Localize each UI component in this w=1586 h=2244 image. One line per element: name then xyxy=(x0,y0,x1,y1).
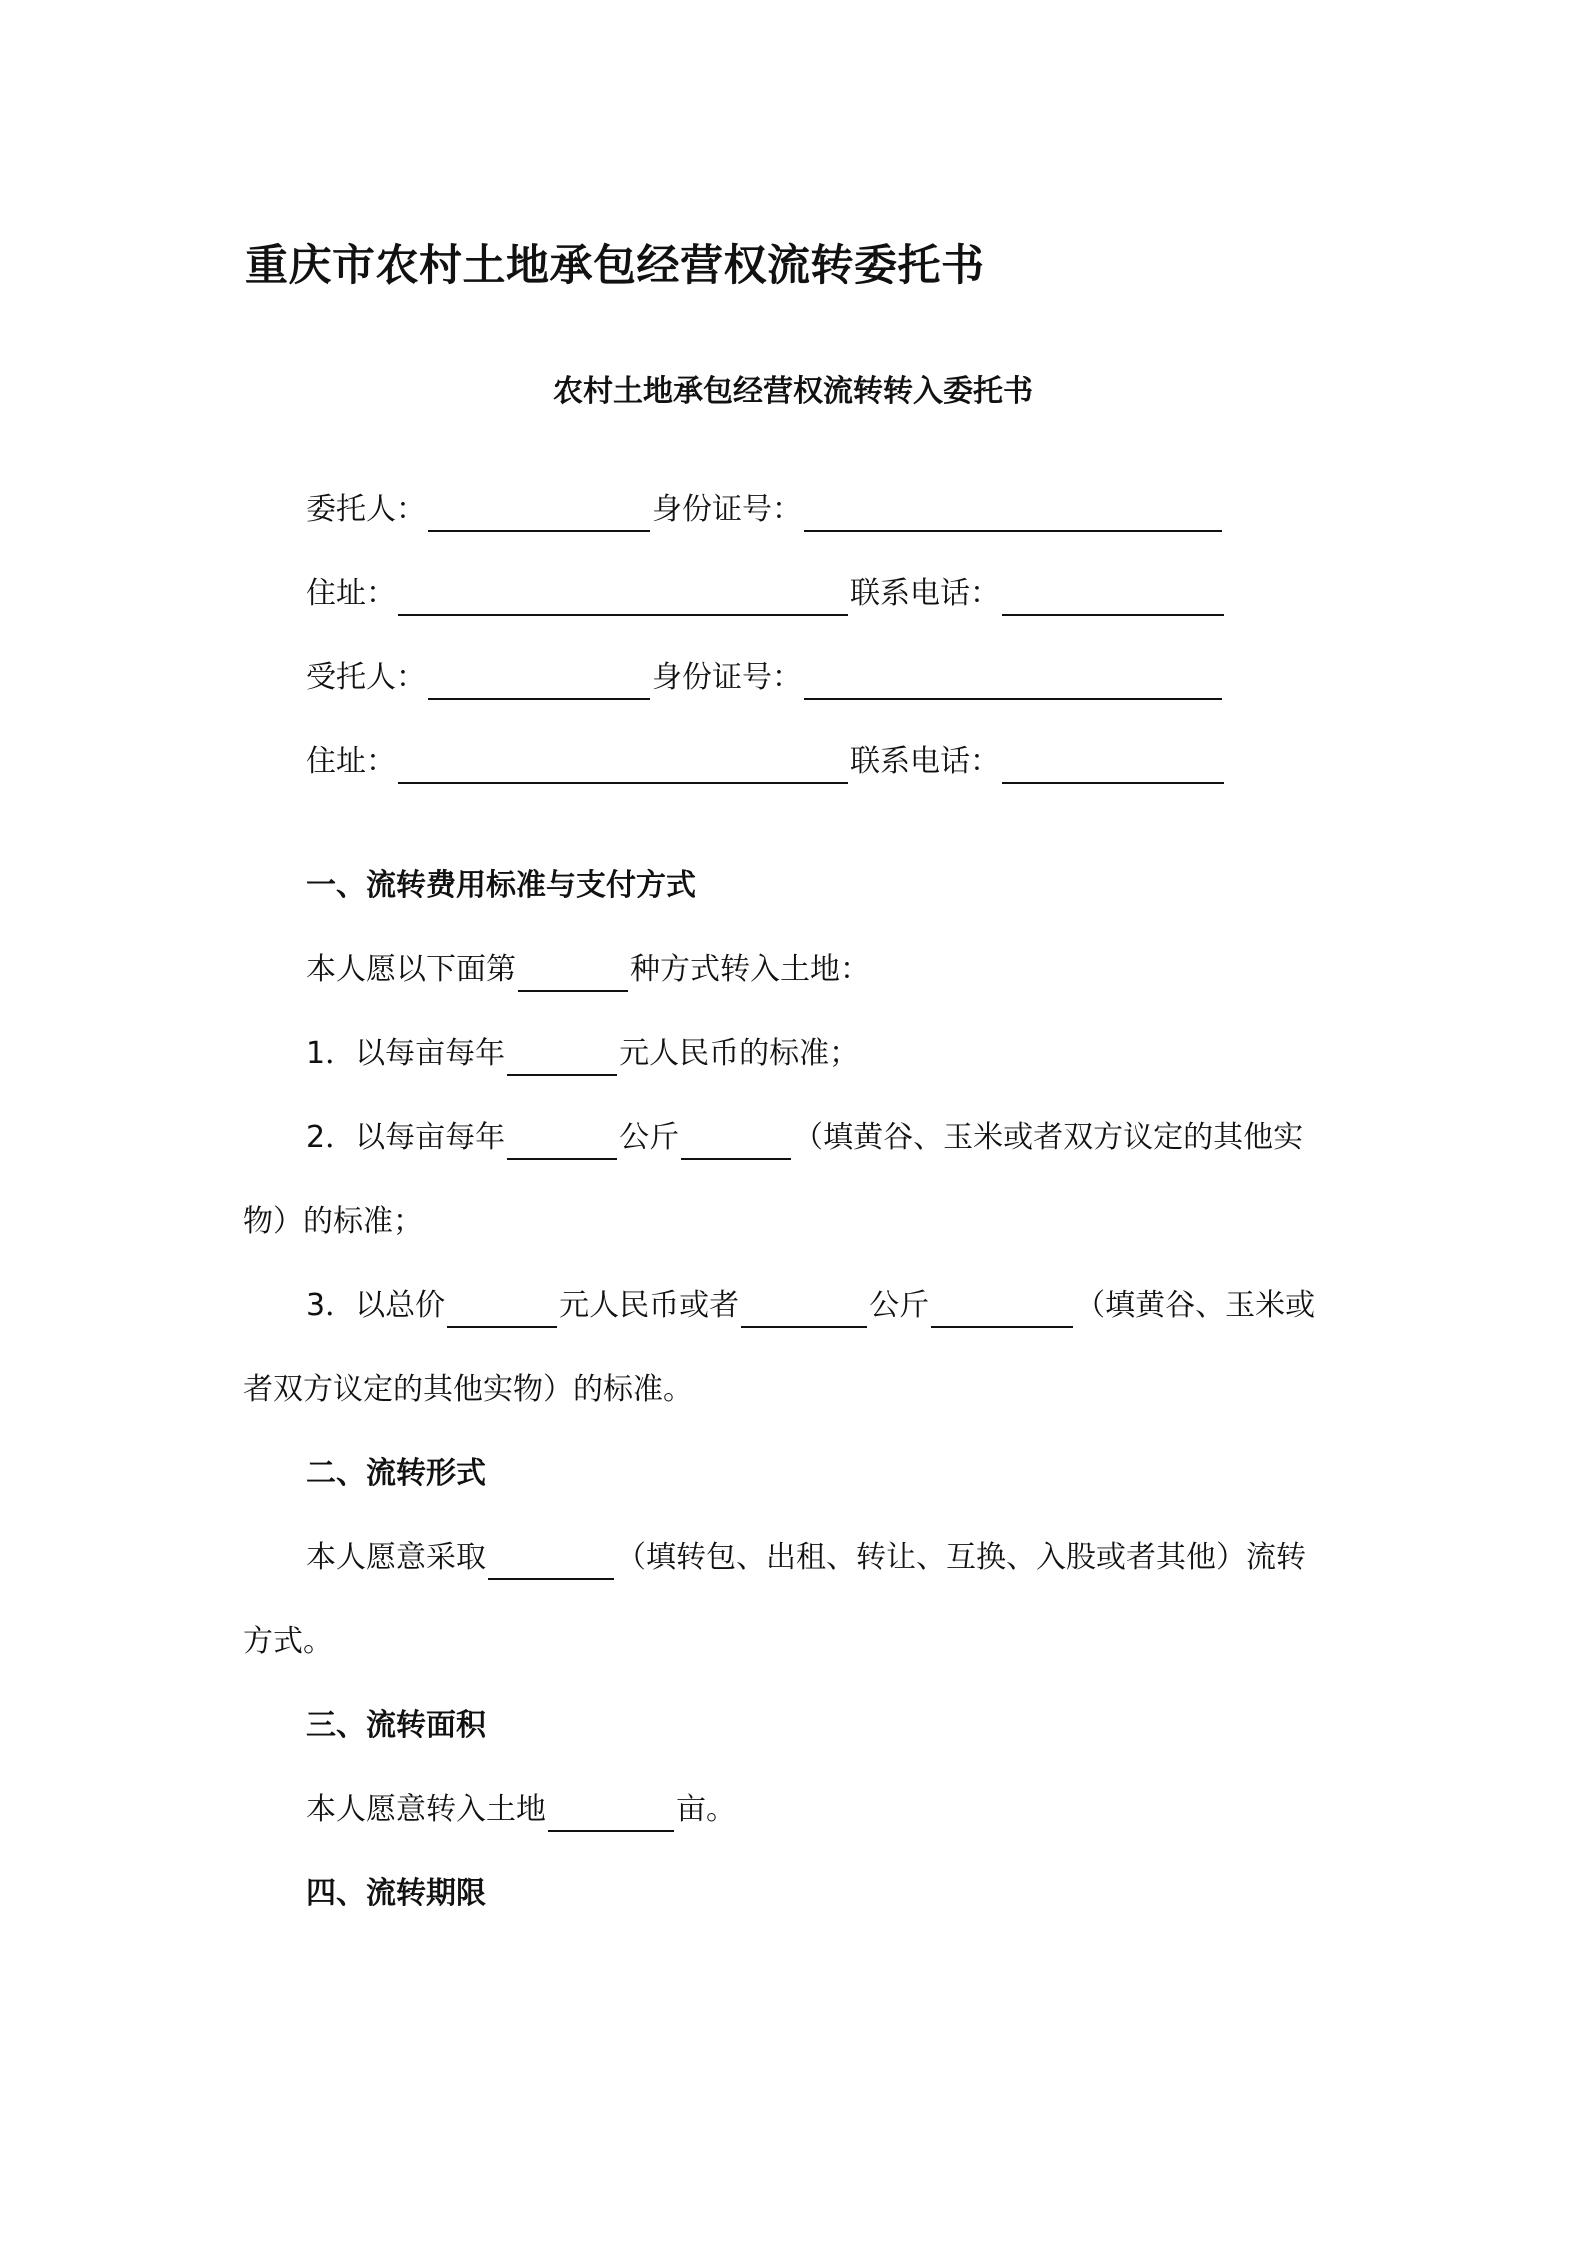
section3-text xyxy=(306,1788,736,1832)
option3-total-field[interactable] xyxy=(447,1290,557,1328)
option1-pre: 1．以每亩每年 xyxy=(306,1036,506,1071)
method-number-field[interactable] xyxy=(518,954,628,992)
option3-post: （填黄谷、玉米或 xyxy=(1075,1288,1316,1323)
agent-address-field[interactable] xyxy=(398,746,848,784)
option2-continuation: 物）的标准； xyxy=(243,1204,423,1239)
agent-phone-label: 联系电话： xyxy=(850,744,1000,779)
agent-id-field[interactable] xyxy=(804,662,1222,700)
section3-text-pre: 本人愿意转入土地 xyxy=(306,1792,546,1827)
principal-address-label: 住址： xyxy=(306,576,396,611)
option1 xyxy=(306,1032,859,1076)
agent-label: 受托人： xyxy=(306,660,426,695)
option2-pre: 2．以每亩每年 xyxy=(306,1120,506,1155)
document-subtitle: 农村土地承包经营权流转转入委托书 xyxy=(553,374,1033,409)
agent-id-label: 身份证号： xyxy=(652,660,802,695)
option1-amount-field[interactable] xyxy=(507,1038,617,1076)
agent-address-label: 住址： xyxy=(306,744,396,779)
principal-row xyxy=(306,488,1224,532)
intro-text-pre: 本人愿以下面第 xyxy=(306,952,516,987)
section2-text-pre: 本人愿意采取 xyxy=(306,1540,486,1575)
section1-intro xyxy=(306,948,870,992)
principal-id-field[interactable] xyxy=(804,494,1222,532)
section2-text-post: （填转包、出租、转让、互换、入股或者其他）流转 xyxy=(616,1540,1306,1575)
option3-pre: 3．以总价 xyxy=(306,1288,446,1323)
option1-post: 元人民币的标准； xyxy=(619,1036,860,1071)
option3-crop-field[interactable] xyxy=(931,1290,1073,1328)
option3-mid2: 公斤 xyxy=(869,1288,930,1323)
option2-mid: 公斤 xyxy=(619,1120,680,1155)
principal-phone-label: 联系电话： xyxy=(850,576,1000,611)
option2-post: （填黄谷、玉米或者双方议定的其他实 xyxy=(793,1120,1304,1155)
principal-address-row xyxy=(306,572,1226,616)
option3 xyxy=(306,1284,1315,1328)
section4-heading: 四、流转期限 xyxy=(306,1876,486,1911)
option3-kg-field[interactable] xyxy=(741,1290,867,1328)
principal-phone-field[interactable] xyxy=(1002,578,1224,616)
section3-text-post: 亩。 xyxy=(676,1792,736,1827)
agent-phone-field[interactable] xyxy=(1002,746,1224,784)
option2-kg-field[interactable] xyxy=(507,1122,617,1160)
option2-crop-field[interactable] xyxy=(681,1122,791,1160)
principal-label: 委托人： xyxy=(306,492,426,527)
option3-continuation: 者双方议定的其他实物）的标准。 xyxy=(243,1372,693,1407)
agent-name-field[interactable] xyxy=(428,662,650,700)
area-field[interactable] xyxy=(548,1794,674,1832)
document-title: 重庆市农村土地承包经营权流转委托书 xyxy=(245,241,985,291)
section2-heading: 二、流转形式 xyxy=(306,1456,486,1491)
section2-text xyxy=(306,1536,1306,1580)
principal-address-field[interactable] xyxy=(398,578,848,616)
principal-id-label: 身份证号： xyxy=(652,492,802,527)
agent-row xyxy=(306,656,1224,700)
transfer-form-field[interactable] xyxy=(488,1542,614,1580)
principal-name-field[interactable] xyxy=(428,494,650,532)
section1-heading: 一、流转费用标准与支付方式 xyxy=(306,868,696,903)
section2-continuation: 方式。 xyxy=(243,1624,333,1659)
agent-address-row xyxy=(306,740,1226,784)
option2 xyxy=(306,1116,1303,1160)
option3-mid1: 元人民币或者 xyxy=(559,1288,740,1323)
intro-text-post: 种方式转入土地： xyxy=(630,952,870,987)
section3-heading: 三、流转面积 xyxy=(306,1708,486,1743)
